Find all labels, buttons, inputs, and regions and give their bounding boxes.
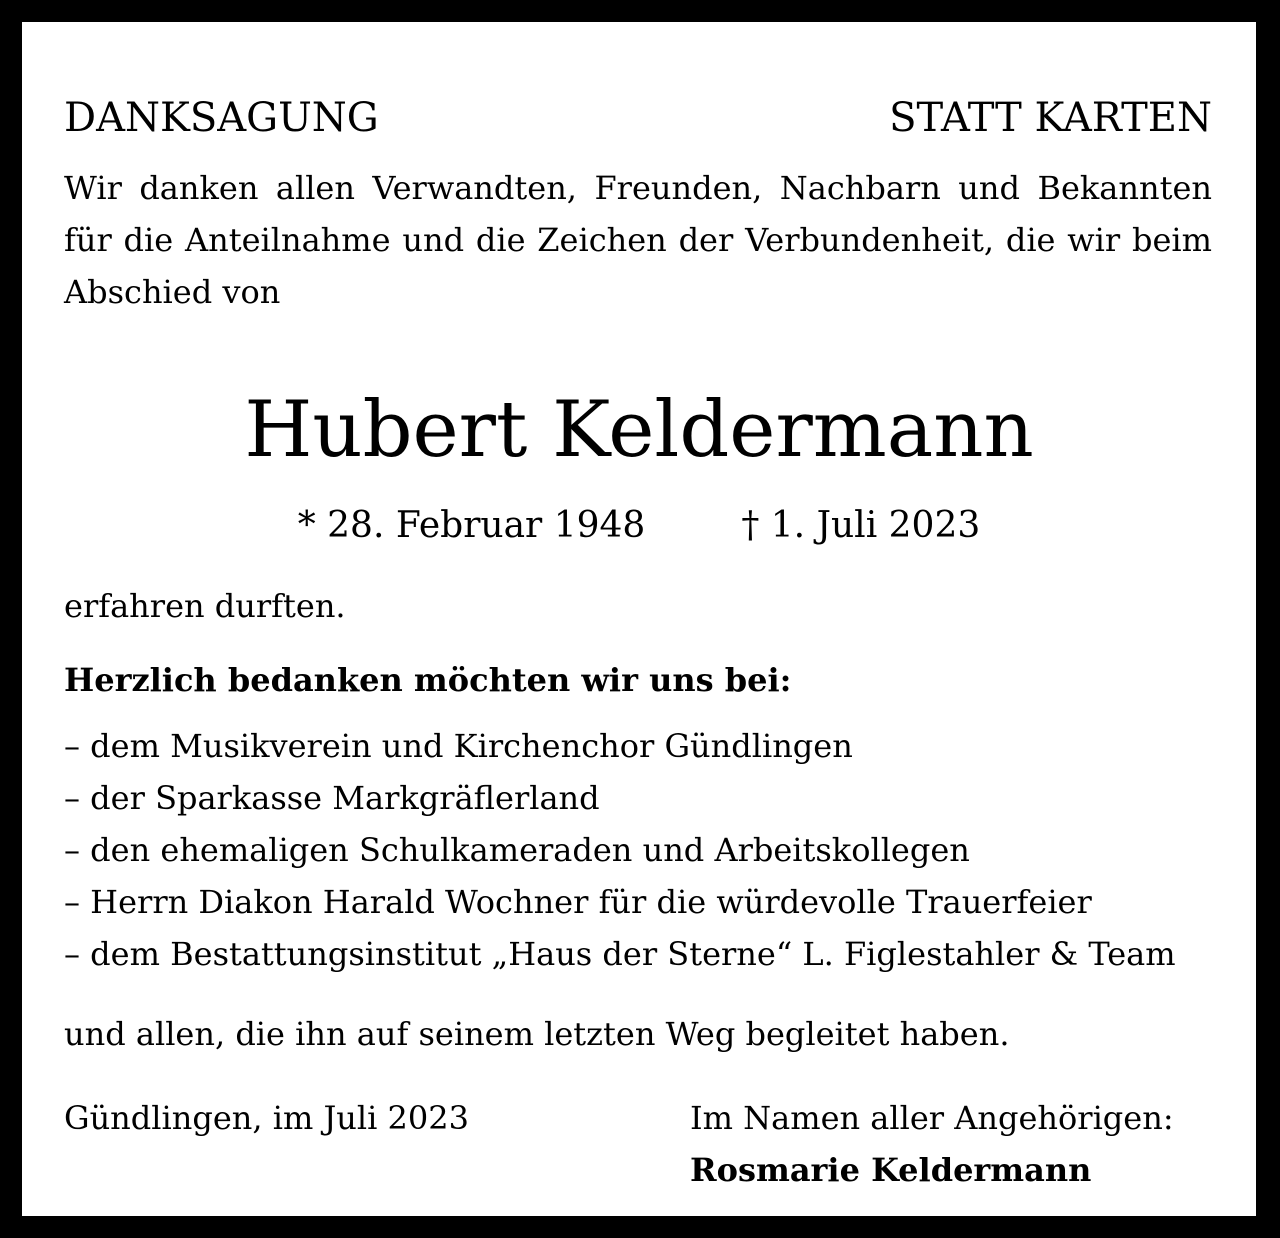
notice-card (22, 22, 1256, 1216)
thanks-heading: Herzlich bedanken möchten wir uns bei: (64, 661, 792, 699)
list-item: – den ehemaligen Schulkameraden und Arbeitskollegen (64, 831, 970, 869)
life-dates (22, 504, 1256, 548)
list-item: – dem Musikverein und Kirchenchor Gündlingen (64, 727, 853, 765)
signer-name: Rosmarie Keldermann (690, 1151, 1092, 1189)
header-note: STATT KARTEN (889, 95, 1212, 141)
list-item: – der Sparkasse Markgräflerland (64, 779, 600, 817)
place-date: Gündlingen, im Juli 2023 (64, 1099, 469, 1137)
closing-text: und allen, die ihn auf seinem letzten Weg begleitet haben. (64, 1015, 1010, 1053)
list-item: – dem Bestattungsinstitut „Haus der Sterne“ L. Figlestahler & Team (64, 935, 1176, 973)
intro-paragraph: Wir danken allen Verwandten, Freunden, Nachbarn und Bekannten für die Anteilnahme und die Zeichen der Verbundenheit, die wir beim Abschied von (64, 169, 1212, 311)
deceased-name: Hubert Keldermann (244, 385, 1034, 475)
birth-date: * 28. Februar 1948 (297, 505, 646, 546)
after-name-text: erfahren durften. (64, 587, 346, 625)
death-date: † 1. Juli 2023 (741, 505, 981, 546)
header-title: DANKSAGUNG (64, 95, 379, 141)
signoff-text: Im Namen aller Angehörigen: (690, 1099, 1174, 1137)
list-item: – Herrn Diakon Harald Wochner für die würdevolle Trauerfeier (64, 883, 1092, 921)
thanks-list (64, 720, 1176, 980)
